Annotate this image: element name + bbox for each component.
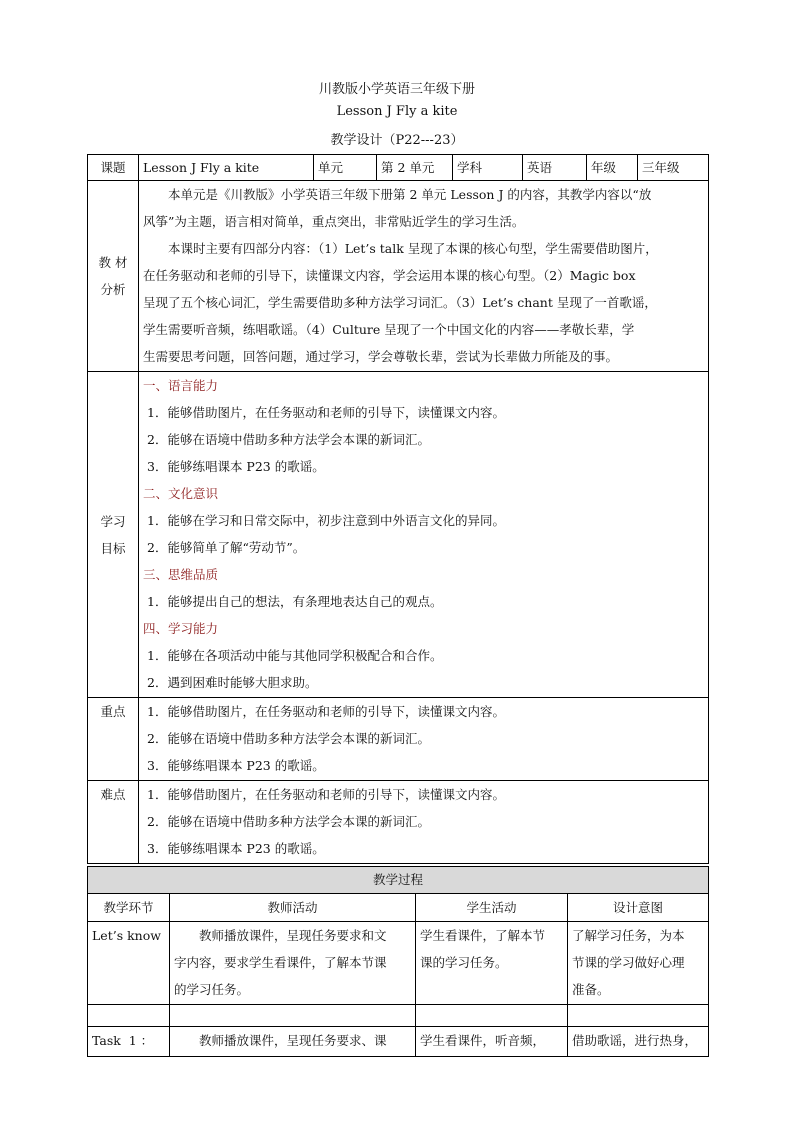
teaching-process-table <box>87 866 709 1057</box>
difficult-point-item: 3．能够练唱课本 P23 的歌谣。 <box>147 841 325 856</box>
analysis-line: 在任务驱动和老师的引导下，读懂课文内容，学会运用本课的核心句型。（2）Magic box <box>143 268 636 283</box>
key-points-content <box>139 698 709 781</box>
process-header: 教学环节 <box>88 894 170 922</box>
process-header: 教师活动 <box>170 894 416 922</box>
analysis-line: 呈现了五个核心词汇，学生需要借助多种方法学习词汇。（3）Let’s chant 呈现了一首歌谣， <box>143 295 657 310</box>
lesson-info-table <box>87 154 709 864</box>
goal-item: 3．能够练唱课本 P23 的歌谣。 <box>147 459 325 474</box>
goal-item: 1．能够在各项活动中能与其他同学积极配合和合作。 <box>147 648 443 663</box>
lesson-label: 课题 <box>88 155 139 181</box>
key-point-item: 1．能够借助图片，在任务驱动和老师的引导下，读懂课文内容。 <box>147 704 505 719</box>
design-intent: 借助歌谣，进行热身， <box>568 1027 709 1057</box>
process-step: Let’s know <box>88 922 170 1005</box>
student-activity: 学生看课件，了解本节 课的学习任务。 <box>416 922 568 1005</box>
goal-item: 2．能够简单了解“劳动节”。 <box>147 540 306 555</box>
analysis-content <box>139 181 709 372</box>
process-step: Task 1 ： <box>88 1027 170 1057</box>
analysis-line: 生需要思考问题，回答问题，通过学习，学会尊敬长辈，尝试为长辈做力所能及的事。 <box>143 349 619 364</box>
teacher-activity: 教师播放课件，呈现任务要求、课 <box>170 1027 416 1057</box>
difficult-points-label: 难点 <box>88 781 139 864</box>
design-intent: 了解学习任务，为本 节课的学习做好心理 准备。 <box>568 922 709 1005</box>
design-subtitle: 教学设计（P22---23） <box>330 133 464 148</box>
analysis-label: 教 材 分析 <box>88 181 139 372</box>
process-title: 教学过程 <box>88 867 709 894</box>
goal-item: 1．能够借助图片，在任务驱动和老师的引导下，读懂课文内容。 <box>147 405 505 420</box>
goals-label: 学习 目标 <box>88 372 139 698</box>
difficult-point-item: 2．能够在语境中借助多种方法学会本课的新词汇。 <box>147 814 430 829</box>
goal-item: 2．能够在语境中借助多种方法学会本课的新词汇。 <box>147 432 430 447</box>
goal-item: 2．遇到困难时能够大胆求助。 <box>147 675 318 690</box>
analysis-line: 学生需要听音频，练唱歌谣。（4）Culture 呈现了一个中国文化的内容——孝敬长辈，学 <box>143 322 635 337</box>
goals-content <box>139 372 709 698</box>
key-point-item: 2．能够在语境中借助多种方法学会本课的新词汇。 <box>147 731 430 746</box>
lesson-title: Lesson J Fly a kite <box>336 104 458 119</box>
goals-section-heading: 四、学习能力 <box>143 621 219 636</box>
analysis-line: 本单元是《川教版》小学英语三年级下册第 2 单元 Lesson J 的内容，其教学内容以“放 <box>168 187 652 202</box>
key-point-item: 3．能够练唱课本 P23 的歌谣。 <box>147 758 325 773</box>
goals-section-heading: 二、文化意识 <box>143 486 219 501</box>
goals-section-heading: 一、语言能力 <box>143 378 219 393</box>
subject-label: 学科 <box>453 155 523 181</box>
subject-value: 英语 <box>523 155 587 181</box>
process-header: 设计意图 <box>568 894 709 922</box>
key-points-label: 重点 <box>88 698 139 781</box>
difficult-points-content <box>139 781 709 864</box>
student-activity: 学生看课件，听音频， <box>416 1027 568 1057</box>
unit-label: 单元 <box>314 155 377 181</box>
process-header: 学生活动 <box>416 894 568 922</box>
lesson-value: Lesson J Fly a kite <box>139 155 314 181</box>
analysis-line: 风筝”为主题，语言相对简单，重点突出，非常贴近学生的学习生活。 <box>143 214 525 229</box>
doc-title: 川教版小学英语三年级下册 <box>318 82 475 97</box>
grade-value: 三年级 <box>638 155 709 181</box>
goal-item: 1．能够提出自己的想法，有条理地表达自己的观点。 <box>147 594 443 609</box>
teacher-activity: 教师播放课件，呈现任务要求和文 字内容，要求学生看课件，了解本节课 的学习任务。 <box>170 922 416 1005</box>
difficult-point-item: 1．能够借助图片，在任务驱动和老师的引导下，读懂课文内容。 <box>147 787 505 802</box>
grade-label: 年级 <box>587 155 638 181</box>
analysis-line: 本课时主要有四部分内容：（1）Let’s talk 呈现了本课的核心句型，学生需要借助图片， <box>168 241 658 256</box>
unit-value: 第 2 单元 <box>377 155 453 181</box>
goal-item: 1．能够在学习和日常交际中，初步注意到中外语言文化的异同。 <box>147 513 505 528</box>
goals-section-heading: 三、思维品质 <box>143 567 219 582</box>
